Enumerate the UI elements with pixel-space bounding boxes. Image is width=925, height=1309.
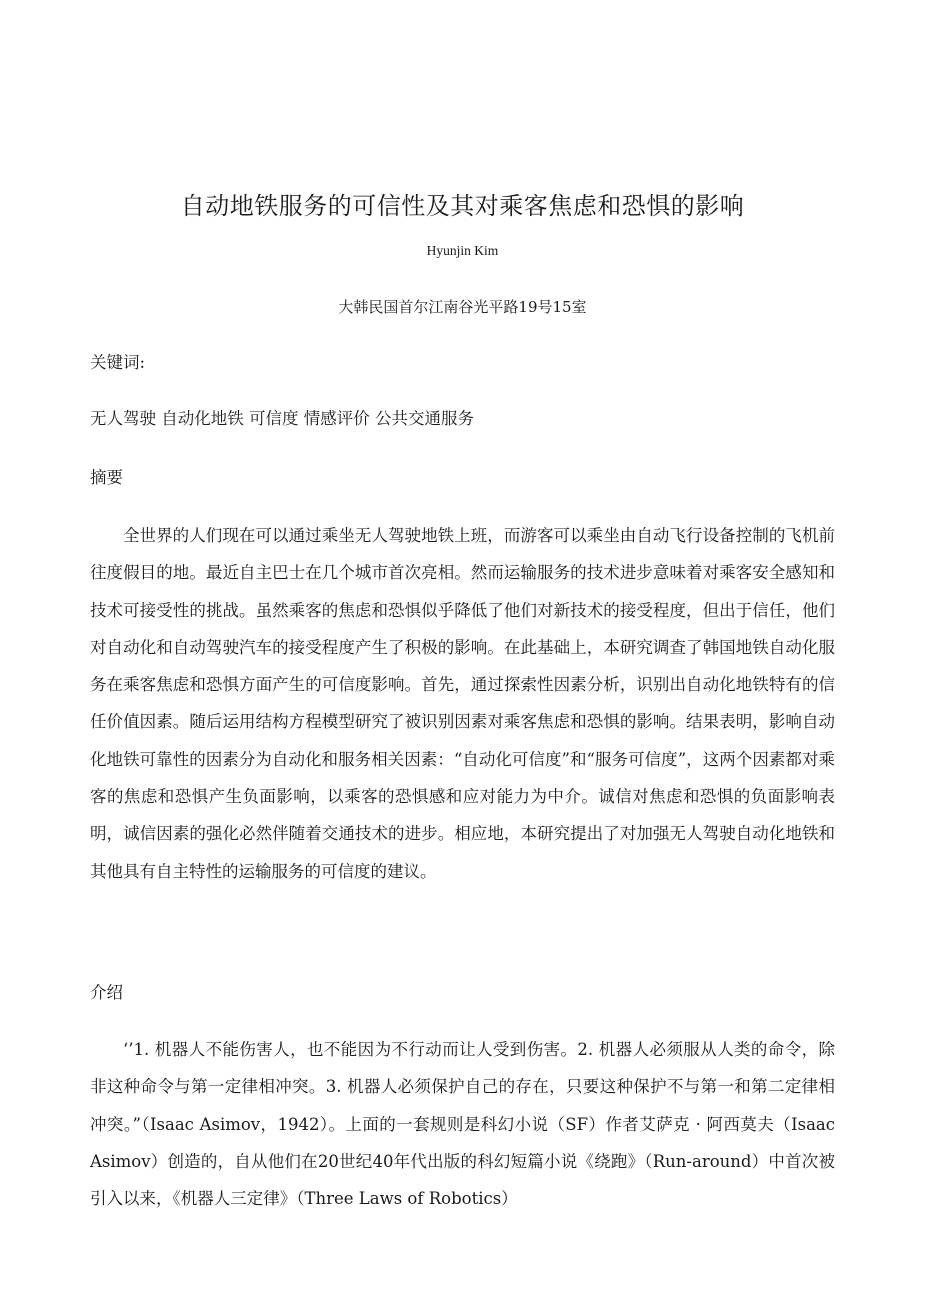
keywords-list: 无人驾驶 自动化地铁 可信度 情感评价 公共交通服务 <box>90 409 474 428</box>
abstract-heading: 摘要 <box>90 468 123 487</box>
introduction-paragraph: ‘’1. 机器人不能伤害人，也不能因为不行动而让人受到伤害。2. 机器人必须服从人类的命令，除非这种命令与第一定律相冲突。3. 机器人必须保护自己的存在，只要这种保护不与第一和第二定律相冲突。”（Isaac Asimov，1942）。上面的一套规则是科幻小说（SF）作者艾萨克 · 阿西莫夫（Isaac Asimov）创造的，自从他们在20世纪40年代出版的科幻短篇小说《绕跑》（Run-around）中首次被引入以来，《机器人三定律》（Three Laws of Robotics） <box>90 1040 835 1209</box>
abstract-paragraph: 全世界的人们现在可以通过乘坐无人驾驶地铁上班，而游客可以乘坐由自动飞行设备控制的飞机前往度假目的地。最近自主巴士在几个城市首次亮相。然而运输服务的技术进步意味着对乘客安全感知和技术可接受性的挑战。虽然乘客的焦虑和恐惧似乎降低了他们对新技术的接受程度，但出于信任，他们对自动化和自动驾驶汽车的接受程度产生了积极的影响。在此基础上，本研究调查了韩国地铁自动化服务在乘客焦虑和恐惧方面产生的可信度影响。首先，通过探索性因素分析，识别出自动化地铁特有的信任价值因素。随后运用结构方程模型研究了被识别因素对乘客焦虑和恐惧的影响。结果表明，影响自动化地铁可靠性的因素分为自动化和服务相关因素：“自动化可信度”和“服务可信度”，这两个因素都对乘客的焦虑和恐惧产生负面影响，以乘客的恐惧感和应对能力为中介。诚信对焦虑和恐惧的负面影响表明，诚信因素的强化必然伴随着交通技术的进步。相应地，本研究提出了对加强无人驾驶自动化地铁和其他具有自主特性的运输服务的可信度的建议。 <box>90 526 835 881</box>
introduction-heading: 介绍 <box>90 983 123 1002</box>
paper-title: 自动地铁服务的可信性及其对乘客焦虑和恐惧的影响 <box>180 192 745 220</box>
author-name: Hyunjin Kim <box>426 243 499 258</box>
author-affiliation: 大韩民国首尔江南谷光平路19号15室 <box>338 298 587 316</box>
keywords-heading: 关键词: <box>90 353 146 372</box>
